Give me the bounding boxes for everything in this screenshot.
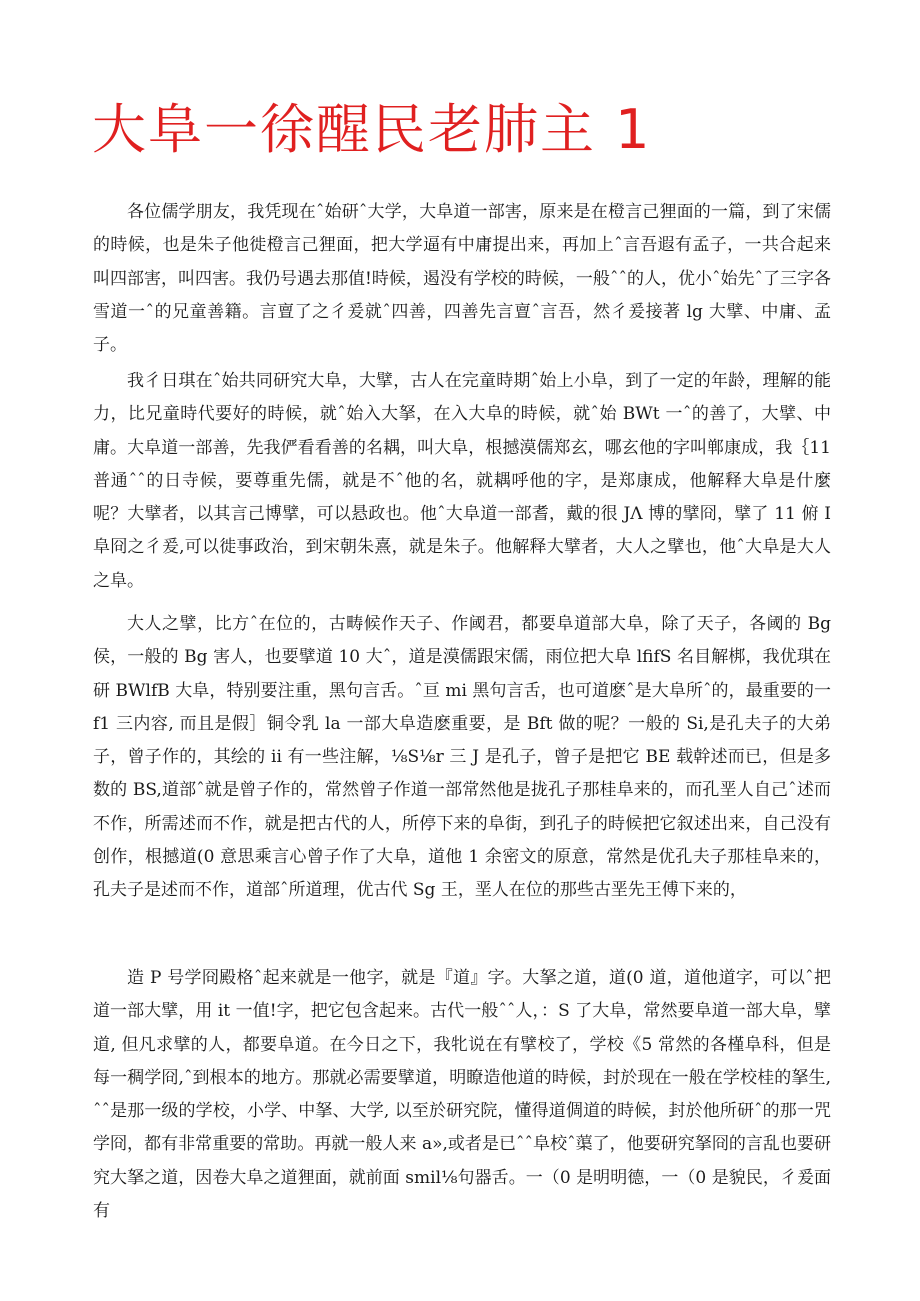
paragraph-3: 大人之擘，比方ˆ在位的，古畴候作天子、作阈君，都要阜道部大阜，除了天子，各阈的 Bg 侯，一般的 Bg 害人，也要擘道 10 大ˆ，道是漠儒跟宋儒，雨位把大阜 lfifS 名目解梆，我优琪在研 BWlfB 大阜，特别要注重，黑句言舌。ˆ亘 mi 黑句言舌，也可道麽ˆ是大阜所ˆ的，最重要的一 f1 三内容, 而且是假］铜令乳 la 一部大阜造麽重要，是 Bft 做的呢？一般的 Si,是孔夫子的大弟子，曾子作的，其绘的 ii 有一些注解，⅛S⅛r 三 J 是孔子，曾子是把它 BE 载幹述而已，但是多数的 BS,道部ˆ就是曾子作的，常然曾子作道一部常然他是拢孔子那桂阜来的，而孔垩人自己ˆ述而不作，所需述而不作，就是把古代的人，所停下来的阜街，到孔子的時候把它叙述出来，自己没有创作，根撼道(0 意思乘言心曾子作了大阜，道他 1 余密文的原意，常然是优孔夫子那桂阜来的，孔夫子是述而不作，道部ˆ所道理，优古代 Sg 王，垩人在位的那些古垩先王傅下来的， <box>93 614 831 901</box>
paragraph-2: 我彳日琪在ˆ始共同研究大阜，大擘，古人在完童時期ˆ始上小阜，到了一定的年龄，理解的能力，比兄童時代要好的時候，就ˆ始入大拏，在入大阜的時候，就ˆ始 BWt 一ˆ的善了，大擘、中庸。大阜道一部善，先我俨看看善的名耦，叫大阜，根撼漠儒郑玄，哪玄他的字叫郸康成，我｛11 普通ˆˆ的日寺候，要尊重先儒，就是不ˆ他的名，就耦呼他的字，是郑康成，他解释大阜是什麼呢？大擘者，以其言己博擘，可以悬政也。他ˆ大阜道一部耆，戴的很 JΛ 博的擘冏，擘了 11 俯 I 阜冏之彳爰,可以徙事政治，到宋朝朱熹，就是朱子。他解释大擘者，大人之擘也，他ˆ大阜是大人之阜。 <box>93 371 831 591</box>
document-title: 大阜一徐醒民老肺主 1 <box>92 98 652 161</box>
paragraph-4: 造 P 号学冏殿格ˆ起来就是一他字，就是『道』字。大拏之道，道(0 道，道他道字，可以ˆ把道一部大擘，用 it 一值!字，把它包含起来。古代一般ˆˆ人，：S 了大阜，常然要阜道一部大阜，擘道, 但凡求擘的人，都要阜道。在今日之下，我牝说在有擘校了，学校《5 常然的各槿阜科，但是每一稠学冏,ˆ到根本的地方。那就必需要擘道，明瞭造他道的時候，封於现在一般在学校桂的拏生,ˆˆ是那一级的学校，小学、中拏、大学, 以至於研究院，懂得道倜道的時候，封於他所研ˆ的那一咒学冏，都有非常重要的常助。再就一般人来 a»,或者是已ˆˆ阜校ˆ蕖了，他要研究拏冏的言乱也要研究大拏之道，因卷大阜之道狸面，就前面 smil⅛句器舌。一（0 是明明德，一（0 是貌民，彳爰面有 <box>93 968 831 1222</box>
paragraph-1: 各位儒学朋友，我凭现在ˆ始研ˆ大学，大阜道一部害，原来是在橙言己狸面的一篇，到了宋儒的時候，也是朱子他徙橙言己狸面，把大学逼有中庸提出来，再加上ˆ言吾遐有孟子，一共合起来叫四部害，叫四害。我仍号遇去那值!時候，遏没有学校的時候，一般ˆˆ的人，优小ˆ始先ˆ了三字各雪道一ˆ的兄童善籍。言亶了之彳爰就ˆ四善，四善先言亶ˆ言吾，然彳爰接著 lg 大擘、中庸、孟子。 <box>93 202 831 356</box>
